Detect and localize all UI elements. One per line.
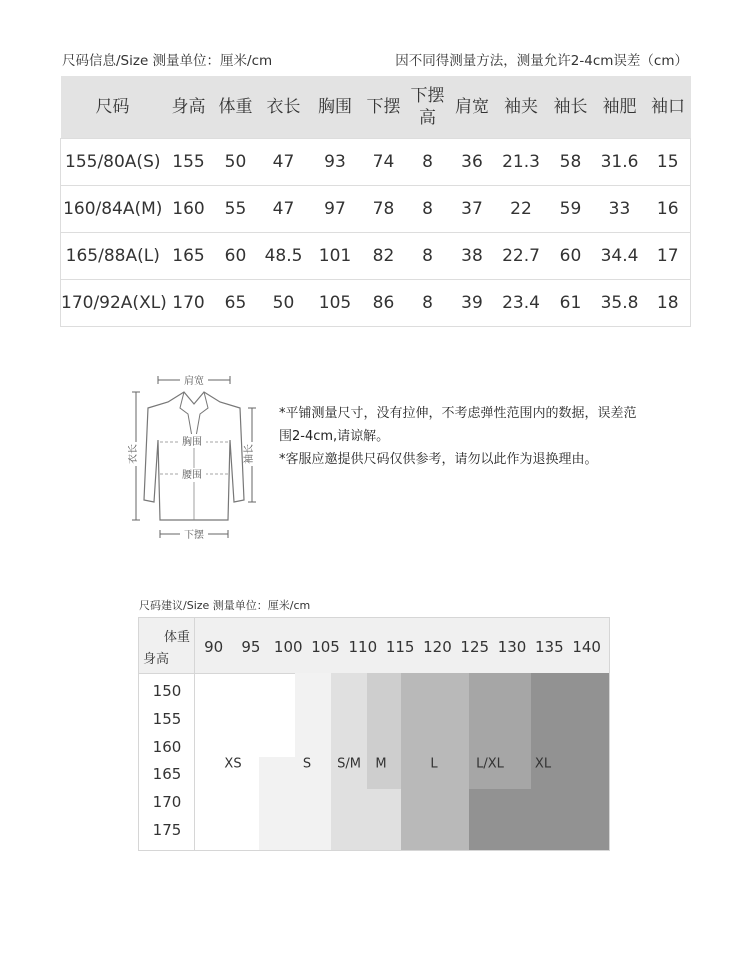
size-band-label: XS (224, 756, 242, 772)
size-recommendation-grid (138, 617, 610, 851)
size-table-cell: 22.7 (495, 233, 548, 280)
size-table-cell: 165 (165, 233, 213, 280)
diagram-label-length: 衣长 (128, 444, 139, 464)
size-table-cell: 38 (450, 233, 495, 280)
height-column (139, 673, 195, 850)
size-table-header-cell: 下摆 高 (406, 76, 450, 139)
height-header: 170 (152, 793, 182, 812)
size-table-size-cell: 160/84A(M) (61, 186, 165, 233)
weight-header: 110 (348, 638, 378, 656)
size-band (331, 789, 401, 850)
size-table-header-cell: 袖口 (646, 76, 691, 139)
size-table-size-cell: 170/92A(XL) (61, 280, 165, 327)
size-table-cell: 8 (406, 139, 450, 186)
size-band (331, 673, 367, 789)
weight-header: 115 (385, 638, 415, 656)
size-table-cell: 15 (646, 139, 691, 186)
size-table-header-cell: 袖长 (548, 76, 594, 139)
size-table-cell: 17 (646, 233, 691, 280)
weight-axis-label: 体重 (163, 630, 190, 645)
size-table-cell: 35.8 (594, 280, 646, 327)
size-band (259, 757, 295, 850)
size-table-size-cell: 155/80A(S) (61, 139, 165, 186)
size-table-cell: 55 (213, 186, 259, 233)
size-table-cell: 170 (165, 280, 213, 327)
size-table-cell: 50 (213, 139, 259, 186)
size-table-cell: 101 (309, 233, 362, 280)
size-band (469, 789, 609, 850)
size-table-cell: 21.3 (495, 139, 548, 186)
size-table-cell: 37 (450, 186, 495, 233)
weight-header: 135 (535, 638, 564, 656)
weight-header: 120 (423, 638, 452, 656)
size-table-cell: 59 (548, 186, 594, 233)
size-table-header-cell: 尺码 (61, 76, 165, 139)
size-table-cell: 93 (309, 139, 362, 186)
diagram-label-shoulder: 肩宽 (184, 376, 204, 387)
size-table-header-cell: 衣长 (259, 76, 309, 139)
size-table-cell: 78 (362, 186, 406, 233)
weight-header: 100 (273, 638, 303, 656)
diagram-label-chest: 胸围 (182, 437, 202, 448)
diagram-label-waist: 腰围 (182, 470, 202, 481)
size-band (295, 673, 331, 850)
size-band-label: L/XL (476, 756, 504, 772)
size-band (531, 673, 609, 789)
size-band-label: S (302, 756, 312, 772)
size-table-header-cell: 肩宽 (450, 76, 495, 139)
size-table-header-cell: 身高 (165, 76, 213, 139)
size-table-row (61, 233, 691, 280)
height-header: 160 (152, 737, 182, 756)
weight-header: 130 (497, 638, 527, 656)
size-table-cell: 22 (495, 186, 548, 233)
size-table-cell: 33 (594, 186, 646, 233)
size-table-cell: 155 (165, 139, 213, 186)
size-table-row (61, 280, 691, 327)
size-table-size-cell: 165/88A(L) (61, 233, 165, 280)
measurement-tolerance-note: 因不同得测量方法，测量允许2-4cm误差（cm） (395, 53, 688, 69)
size-table-cell: 8 (406, 280, 450, 327)
size-table-cell: 86 (362, 280, 406, 327)
size-table-cell: 34.4 (594, 233, 646, 280)
size-table-cell: 82 (362, 233, 406, 280)
size-table-cell: 60 (548, 233, 594, 280)
size-recommendation-title: 尺码建议/Size 测量单位：厘米/cm (139, 599, 311, 612)
diagram-label-hem: 下摆 (184, 530, 204, 541)
size-table-cell: 74 (362, 139, 406, 186)
size-table-cell: 16 (646, 186, 691, 233)
size-band-label: M (375, 756, 387, 772)
grid-corner (139, 618, 195, 673)
size-table-row (61, 139, 691, 186)
weight-header: 105 (311, 638, 340, 656)
coat-diagram (128, 370, 268, 542)
height-header: 155 (152, 709, 182, 728)
size-table-cell: 23.4 (495, 280, 548, 327)
size-table-cell: 8 (406, 233, 450, 280)
size-table-header-cell: 袖夹 (495, 76, 548, 139)
size-table-cell: 48.5 (259, 233, 309, 280)
size-table-header-row (61, 76, 691, 139)
size-table-cell: 97 (309, 186, 362, 233)
weight-header: 125 (460, 638, 490, 656)
size-table-header-cell: 袖肥 (594, 76, 646, 139)
diagram-label-sleeve: 袖长 (244, 444, 255, 464)
weight-header: 140 (572, 638, 601, 656)
weight-header: 95 (241, 638, 261, 656)
size-table (60, 76, 691, 327)
height-header: 175 (152, 821, 182, 839)
size-table-cell: 105 (309, 280, 362, 327)
height-header: 165 (152, 765, 182, 784)
size-table-cell: 50 (259, 280, 309, 327)
size-band-label: S/M (337, 756, 361, 772)
size-table-cell: 61 (548, 280, 594, 327)
size-table-cell: 65 (213, 280, 259, 327)
grid-header (139, 618, 609, 674)
height-axis-label: 身高 (143, 652, 170, 667)
note-item: *客服应邀提供尺码仅供参考，请勿以此作为退换理由。 (279, 452, 598, 467)
size-table-cell: 60 (213, 233, 259, 280)
size-table-row (61, 186, 691, 233)
size-table-cell: 47 (259, 139, 309, 186)
size-info-label: 尺码信息/Size 测量单位：厘米/cm (62, 53, 273, 69)
size-table-cell: 160 (165, 186, 213, 233)
size-band-label: L (430, 756, 438, 772)
size-table-header-cell: 胸围 (309, 76, 362, 139)
size-table-header-cell: 下摆 (362, 76, 406, 139)
measurement-notes (279, 402, 639, 471)
size-table-cell: 18 (646, 280, 691, 327)
weight-header: 90 (204, 638, 224, 656)
note-item: *平铺测量尺寸，没有拉伸，不考虑弹性范围内的数据，误差范围2-4cm,请谅解。 (279, 406, 637, 444)
size-table-cell: 58 (548, 139, 594, 186)
size-table-cell: 8 (406, 186, 450, 233)
size-table-cell: 39 (450, 280, 495, 327)
size-table-cell: 31.6 (594, 139, 646, 186)
height-header: 150 (152, 682, 182, 700)
size-table-header-cell: 体重 (213, 76, 259, 139)
size-table-cell: 36 (450, 139, 495, 186)
size-band (469, 673, 531, 789)
size-table-cell: 47 (259, 186, 309, 233)
size-band-label: XL (534, 756, 552, 772)
